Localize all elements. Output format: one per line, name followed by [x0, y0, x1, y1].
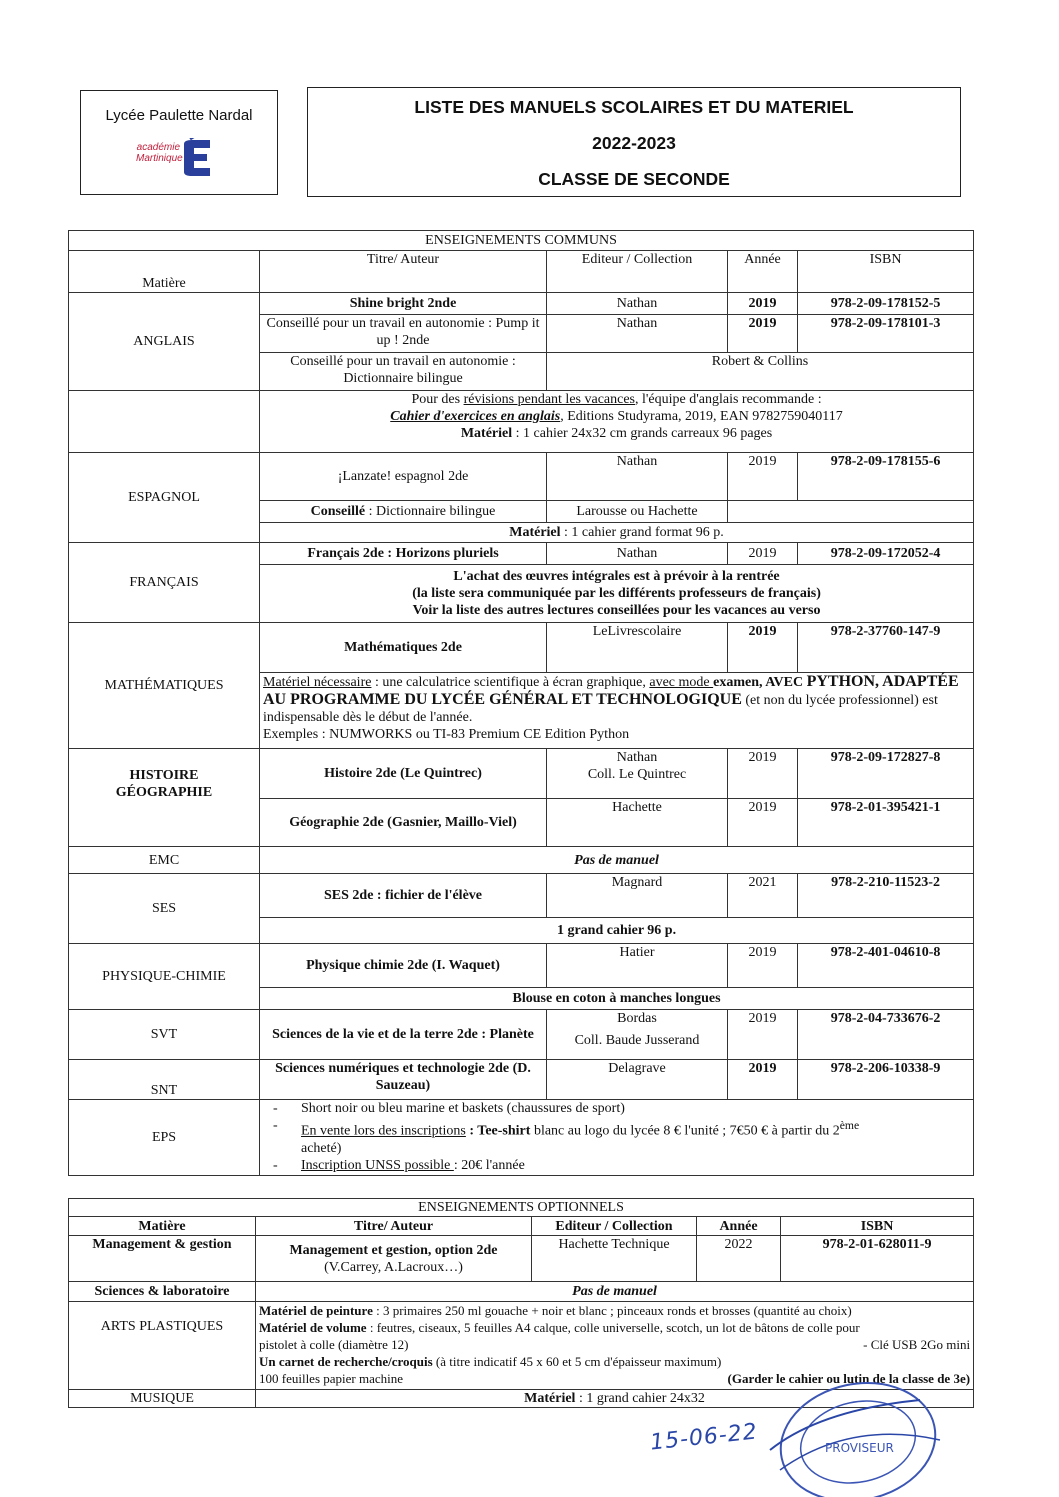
- handwritten-date: 15-06-22: [648, 1419, 759, 1456]
- col-subject: Matière: [69, 251, 260, 293]
- school-year: 2022-2023: [592, 133, 676, 153]
- book-publisher: Hachette: [547, 799, 728, 847]
- book-publisher: Nathan: [547, 453, 728, 501]
- book-title: Français 2de : Horizons pluriels: [260, 543, 547, 565]
- emc-note: Pas de manuel: [260, 847, 974, 874]
- book-isbn: 978-2-09-178101-3: [798, 315, 974, 353]
- eps-item: - Inscription UNSS possible : 20€ l'année: [273, 1157, 970, 1174]
- book-isbn: 978-2-04-733676-2: [798, 1010, 974, 1060]
- optional-courses-table: [68, 1198, 974, 1408]
- col-publisher: Editeur / Collection: [547, 251, 728, 293]
- eps-item: - En vente lors des inscriptions : Tee-shirt blanc au logo du lycée 8 € l'unité ; 7€50 € à partir du 2ème acheté): [273, 1117, 970, 1157]
- book-year: 2019: [728, 623, 798, 673]
- book-publisher: Bordas Coll. Baude Jusserand: [547, 1010, 728, 1060]
- subject-maths: MATHÉMATIQUES: [69, 623, 260, 749]
- book-year: 2019: [728, 543, 798, 565]
- subject-musique: MUSIQUE: [69, 1390, 256, 1408]
- subject-arts: ARTS PLASTIQUES: [69, 1302, 256, 1390]
- book-title: ¡Lanzate! espagnol 2de: [260, 453, 547, 501]
- empty-cell: [728, 501, 974, 523]
- subject-anglais: ANGLAIS: [69, 293, 260, 391]
- book-publisher: Delagrave: [547, 1060, 728, 1100]
- book-isbn: 978-2-09-172052-4: [798, 543, 974, 565]
- book-year: 2019: [728, 944, 798, 988]
- col-isbn: ISBN: [798, 251, 974, 293]
- book-publisher: Nathan Coll. Le Quintrec: [547, 749, 728, 799]
- col-subject: Matière: [69, 1217, 256, 1236]
- subject-francais: FRANÇAIS: [69, 543, 260, 623]
- common-courses-table: [68, 230, 974, 1176]
- book-isbn: 978-2-09-178155-6: [798, 453, 974, 501]
- book-year: 2019: [728, 453, 798, 501]
- col-year: Année: [728, 251, 798, 293]
- stamp-label: PROVISEUR: [825, 1441, 894, 1455]
- book-publisher: Nathan: [547, 315, 728, 353]
- book-isbn: 978-2-09-178152-5: [798, 293, 974, 315]
- book-publisher: Magnard: [547, 874, 728, 918]
- espagnol-materiel: Matériel : 1 cahier grand format 96 p.: [260, 523, 974, 543]
- class-level: CLASSE DE SECONDE: [538, 169, 730, 189]
- ses-materiel: 1 grand cahier 96 p.: [260, 918, 974, 944]
- book-isbn: 978-2-210-11523-2: [798, 874, 974, 918]
- subject-svt: SVT: [69, 1010, 260, 1060]
- book-publisher: LeLivrescolaire: [547, 623, 728, 673]
- book-isbn: 978-2-401-04610-8: [798, 944, 974, 988]
- book-year: 2019: [728, 315, 798, 353]
- book-title: Mathématiques 2de: [260, 623, 547, 673]
- francais-note: L'achat des œuvres intégrales est à prévoir à la rentrée (la liste sera communiquée par les différents professeurs de français) Voir la liste des autres lectures conseillées pour les vacances au verso: [260, 565, 974, 623]
- section-title: ENSEIGNEMENTS COMMUNS: [69, 231, 974, 251]
- book-publisher: Nathan: [547, 543, 728, 565]
- book-title: Sciences numériques et technologie 2de (D. Sauzeau): [260, 1060, 547, 1100]
- anglais-revision-note: Pour des révisions pendant les vacances, l'équipe d'anglais recommande : Cahier d'exercices en anglais, Editions Studyrama, 2019, EAN 9782759040117 Matériel : 1 cahier 24x32 cm grands carreaux 96 pages: [260, 391, 974, 453]
- academy-logo: [134, 138, 224, 178]
- book-year: 2019: [728, 1010, 798, 1060]
- book-isbn: 978-2-01-628011-9: [781, 1236, 974, 1282]
- book-year: 2019: [728, 749, 798, 799]
- book-year: 2019: [728, 799, 798, 847]
- book-title: Conseillé pour un travail en autonomie : Pump it up ! 2nde: [260, 315, 547, 353]
- eps-item: - Short noir ou bleu marine et baskets (chaussures de sport): [273, 1100, 970, 1117]
- col-title: Titre/ Auteur: [256, 1217, 532, 1236]
- subject-ses: SES: [69, 874, 260, 944]
- col-title: Titre/ Auteur: [260, 251, 547, 293]
- section-title: ENSEIGNEMENTS OPTIONNELS: [69, 1199, 974, 1217]
- school-name: Lycée Paulette Nardal: [105, 107, 253, 124]
- book-title: Conseillé pour un travail en autonomie : Dictionnaire bilingue: [260, 353, 547, 391]
- book-title: SES 2de : fichier de l'élève: [260, 874, 547, 918]
- book-year: 2019: [728, 293, 798, 315]
- document-title-box: [307, 87, 961, 197]
- subject-physique-chimie: PHYSIQUE-CHIMIE: [69, 944, 260, 1010]
- arts-materiel: Matériel de peinture : 3 primaires 250 ml gouache + noir et blanc ; pinceaux ronds et brosses (quantité au choix) Matériel de volume : feutres, ciseaux, 5 feuilles A4 calque, colle universelle, scotch, un lot de bâtons de colle pour pistolet à colle (diamètre 12) - Clé USB 2Go mini Un carnet de recherche/croquis (à titre indicatif 45 x 60 et 5 cm d'épaisseur maximum) 100 feuilles papier machine (Garder le cahier ou lutin de la classe de 3e): [256, 1302, 974, 1390]
- col-year: Année: [697, 1217, 781, 1236]
- subject-histgeo: HISTOIRE GÉOGRAPHIE: [69, 749, 260, 847]
- book-isbn: 978-2-206-10338-9: [798, 1060, 974, 1100]
- book-isbn: 978-2-37760-147-9: [798, 623, 974, 673]
- book-title: Histoire 2de (Le Quintrec): [260, 749, 547, 799]
- book-year: 2019: [728, 1060, 798, 1100]
- book-publisher: Hachette Technique: [532, 1236, 697, 1282]
- book-isbn: 978-2-09-172827-8: [798, 749, 974, 799]
- book-publisher: Larousse ou Hachette: [547, 501, 728, 523]
- book-title: Physique chimie 2de (I. Waquet): [260, 944, 547, 988]
- book-title: Sciences de la vie et de la terre 2de : Planète: [260, 1010, 547, 1060]
- book-year: 2022: [697, 1236, 781, 1282]
- pc-materiel: Blouse en coton à manches longues: [260, 988, 974, 1010]
- book-title: Conseillé : Dictionnaire bilingue: [260, 501, 547, 523]
- book-title: Management et gestion, option 2de (V.Carrey, A.Lacroux…): [256, 1236, 532, 1282]
- subject-management: Management & gestion: [69, 1236, 256, 1282]
- subject-eps: EPS: [69, 1100, 260, 1176]
- book-isbn: 978-2-01-395421-1: [798, 799, 974, 847]
- document-title: LISTE DES MANUELS SCOLAIRES ET DU MATERIEL: [414, 97, 854, 117]
- musique-materiel: Matériel : 1 grand cahier 24x32: [256, 1390, 974, 1408]
- subject-sciences-labo: Sciences & laboratoire: [69, 1282, 256, 1302]
- school-stamp-icon: [620, 1380, 960, 1497]
- eps-list: [260, 1100, 974, 1176]
- col-publisher: Editeur / Collection: [532, 1217, 697, 1236]
- subject-espagnol: ESPAGNOL: [69, 453, 260, 543]
- book-year: 2021: [728, 874, 798, 918]
- book-publisher: Robert & Collins: [547, 353, 974, 391]
- maths-materiel: Matériel nécessaire : une calculatrice scientifique à écran graphique, avec mode examen, AVEC PYTHON, ADAPTÉE AU PROGRAMME DU LYCÉE GÉNÉRAL ET TECHNOLOGIQUE (et non du lycée professionnel) est indispensable dès le début de l'année. Exemples : NUMWORKS ou TI-83 Premium CE Edition Python: [260, 673, 974, 749]
- book-title: Géographie 2de (Gasnier, Maillo-Viel): [260, 799, 547, 847]
- book-publisher: Nathan: [547, 293, 728, 315]
- book-title: Shine bright 2nde: [260, 293, 547, 315]
- academy-line2: Martinique: [136, 153, 183, 164]
- sciences-labo-note: Pas de manuel: [256, 1282, 974, 1302]
- subject-emc: EMC: [69, 847, 260, 874]
- subject-anglais-continued: [69, 391, 260, 453]
- subject-snt: SNT: [69, 1060, 260, 1100]
- academy-line1: académie: [136, 142, 180, 153]
- academy-e-icon: [180, 138, 214, 178]
- school-logo-box: [80, 90, 278, 195]
- signature-stamp: [620, 1380, 960, 1497]
- col-isbn: ISBN: [781, 1217, 974, 1236]
- book-publisher: Hatier: [547, 944, 728, 988]
